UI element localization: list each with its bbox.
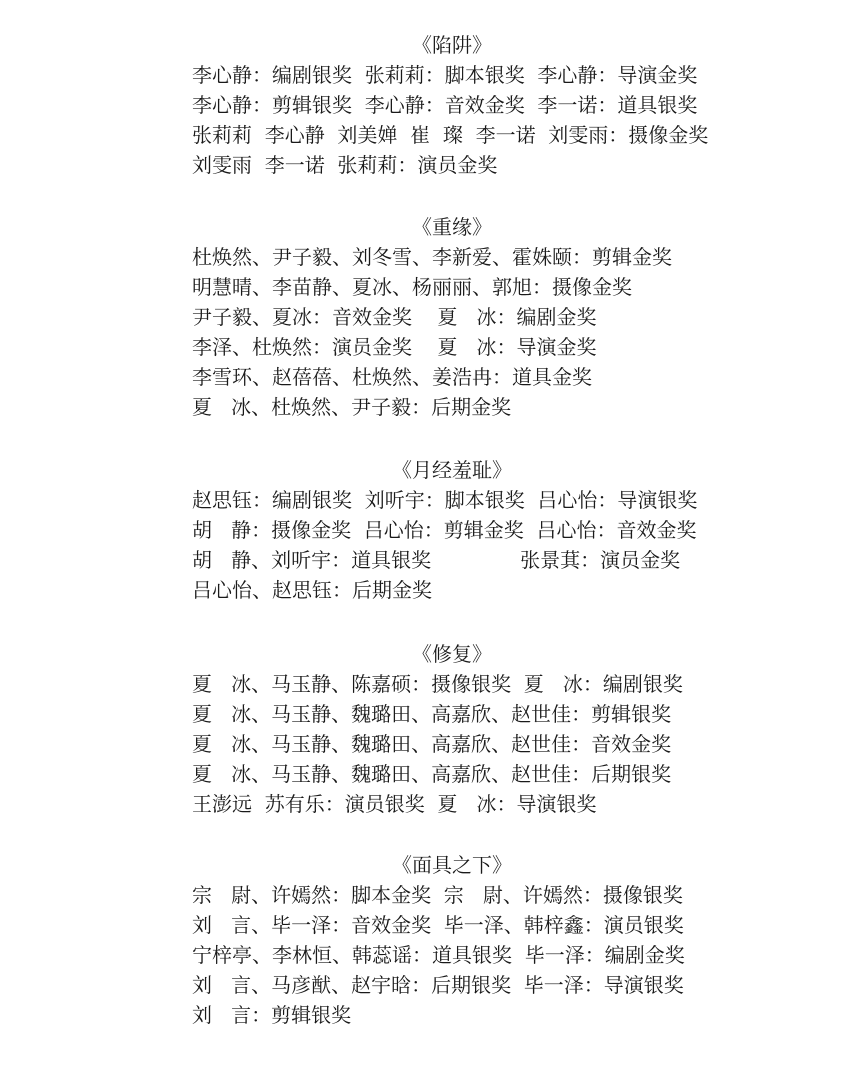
section-xiufu — [192, 639, 712, 819]
award-line: 杜焕然、尹子毅、刘冬雪、李新爱、霍姝颐：剪辑金奖 — [192, 245, 672, 269]
section-mianju-zhixia — [192, 850, 712, 1030]
award-line: 夏 冰、马玉静、魏璐田、高嘉欣、赵世佳：后期银奖 — [192, 762, 672, 786]
section-xianjing — [192, 30, 712, 180]
award-line: 李雪环、赵蓓蓓、杜焕然、姜浩冉：道具金奖 — [192, 365, 592, 389]
award-line: 张莉莉 李心静 刘美婵 崔 璨 李一诺 刘雯雨：摄像金奖 — [192, 123, 709, 147]
section-title: 《月经羞耻》 — [392, 458, 512, 482]
award-line: 刘 言、马彦猷、赵宇晗：后期银奖 毕一泽：导演银奖 — [192, 973, 684, 997]
award-line: 刘雯雨 李一诺 张莉莉：演员金奖 — [192, 153, 498, 177]
section-chongyuan — [192, 212, 712, 422]
section-title: 《修复》 — [412, 642, 492, 666]
award-line: 明慧晴、李苗静、夏冰、杨丽丽、郭旭：摄像金奖 — [192, 275, 632, 299]
section-yuejing-xiuchi — [192, 455, 712, 605]
award-line: 胡 静：摄像金奖 吕心怡：剪辑金奖 吕心怡：音效金奖 — [192, 518, 697, 542]
award-line: 尹子毅、夏冰：音效金奖 夏 冰：编剧金奖 — [192, 305, 597, 329]
award-line: 夏 冰、马玉静、魏璐田、高嘉欣、赵世佳：剪辑银奖 — [192, 702, 672, 726]
section-title: 《面具之下》 — [392, 853, 512, 877]
award-line: 宁梓亭、李林恒、韩蕊谣：道具银奖 毕一泽：编剧金奖 — [192, 943, 685, 967]
award-line: 夏 冰、马玉静、陈嘉硕：摄像银奖 夏 冰：编剧银奖 — [192, 672, 683, 696]
section-title: 《陷阱》 — [412, 33, 492, 57]
award-line: 李心静：剪辑银奖 李心静：音效金奖 李一诺：道具银奖 — [192, 93, 698, 117]
award-line: 赵思钰：编剧银奖 刘听宇：脚本银奖 吕心怡：导演银奖 — [192, 488, 698, 512]
award-line: 王澎远 苏有乐：演员银奖 夏 冰：导演银奖 — [192, 792, 597, 816]
award-line: 夏 冰、马玉静、魏璐田、高嘉欣、赵世佳：音效金奖 — [192, 732, 672, 756]
award-line: 吕心怡、赵思钰：后期金奖 — [192, 578, 432, 602]
award-line: 刘 言、毕一泽：音效金奖 毕一泽、韩梓鑫：演员银奖 — [192, 913, 684, 937]
award-line: 夏 冰、杜焕然、尹子毅：后期金奖 — [192, 395, 512, 419]
award-line: 胡 静、刘听宇：道具银奖 张景萁：演员金奖 — [192, 548, 681, 572]
section-title: 《重缘》 — [412, 215, 492, 239]
award-line: 李心静：编剧银奖 张莉莉：脚本银奖 李心静：导演金奖 — [192, 63, 698, 87]
award-line: 李泽、杜焕然：演员金奖 夏 冰：导演金奖 — [192, 335, 597, 359]
award-line: 宗 尉、许嫣然：脚本金奖 宗 尉、许嫣然：摄像银奖 — [192, 883, 683, 907]
award-line: 刘 言：剪辑银奖 — [192, 1003, 352, 1027]
